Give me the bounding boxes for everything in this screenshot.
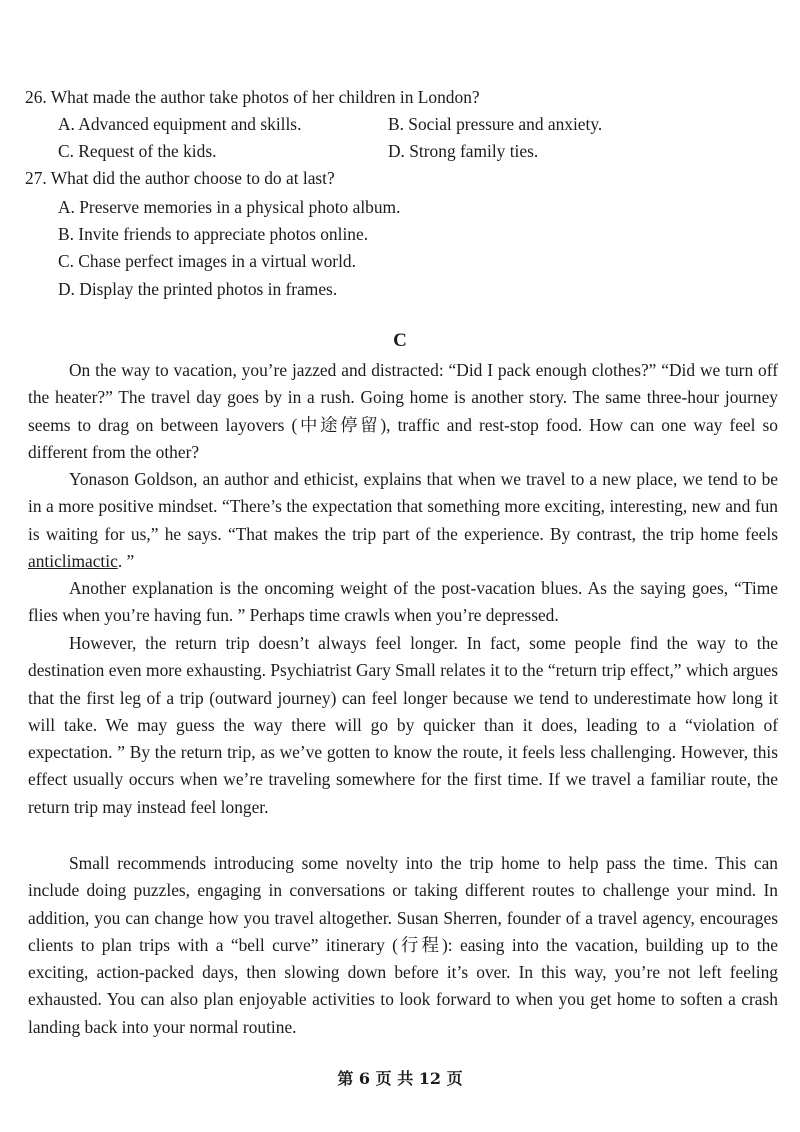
question-26-stem: 26. What made the author take photos of her children in London?: [25, 87, 480, 107]
passage-paragraph-2-end: . ”: [117, 550, 135, 571]
question-27-option-b: B. Invite friends to appreciate photos online.: [58, 224, 369, 244]
question-26-option-b: B. Social pressure and anxiety.: [388, 114, 603, 134]
question-27-option-a: A. Preserve memories in a physical photo album.: [58, 197, 401, 217]
passage-paragraph-5: Small recommends introducing some novelty into the trip home to help pass the time. This can include doing puzzles, engaging in conversations or taking different routes to challenge your mind. In addition, you can change how you travel altogether. Susan Sherren, founder of a travel agency, encourages clients to plan trips with a “bell curve” itinerary (行程): easing into the vacation, building up to the exciting, action-packed days, then slowing down before it’s over. In this way, you’re not left feeling exhausted. You can also plan enjoyable activities to look forward to when you get home to soften a crash landing back into your normal routine.: [28, 853, 778, 1037]
section-title: C: [393, 330, 407, 351]
passage-paragraph-3: Another explanation is the oncoming weight of the post-vacation blues. As the saying goes, “Time flies when you’re having fun. ” Perhaps time crawls when you’re depressed.: [28, 578, 778, 626]
passage-paragraph-1: On the way to vacation, you’re jazzed and distracted: “Did I pack enough clothes?” “Did we turn off the heater?” The travel day goes by in a rush. Going home is another story. The same three-hour journey seems to drag on between layovers (中途停留), traffic and rest-stop food. How can one way feel so different from the other?: [28, 360, 778, 462]
underlined-word: anticlimactic: [28, 550, 118, 571]
page-number: 第 6 页 共 12 页: [337, 1069, 463, 1088]
question-27-option-c: C. Chase perfect images in a virtual world.: [58, 251, 356, 271]
question-26-option-c: C. Request of the kids.: [58, 141, 217, 161]
passage-paragraph-4: However, the return trip doesn’t always feel longer. In fact, some people find the way to the destination even more exhausting. Psychiatrist Gary Small relates it to the “return trip effect,” which argues that the first leg of a trip (outward journey) can feel longer because we tend to underestimate how long it will take. We may guess the way there will go by quicker than it does, leading to a “violation of expectation. ” By the return trip, as we’ve gotten to know the route, it feels less challenging. However, this effect usually occurs when we’re traveling somewhere for the first time. If we travel a familiar route, the return trip may instead feel longer.: [28, 633, 778, 817]
question-26-option-a: A. Advanced equipment and skills.: [58, 114, 302, 134]
question-27-stem: 27. What did the author choose to do at last?: [25, 168, 335, 188]
passage-paragraph-2-text: Yonason Goldson, an author and ethicist, explains that when we travel to a new place, we tend to be in a more positive mindset. “There’s the expectation that something more exciting, interesting, new and fun is waiting for us,” he says. “That makes the trip part of the experience. By contrast, the trip home feels: [28, 469, 778, 544]
passage-paragraph-2: [28, 466, 778, 575]
question-26-option-d: D. Strong family ties.: [388, 141, 539, 161]
question-27-option-d: D. Display the printed photos in frames.: [58, 279, 338, 299]
